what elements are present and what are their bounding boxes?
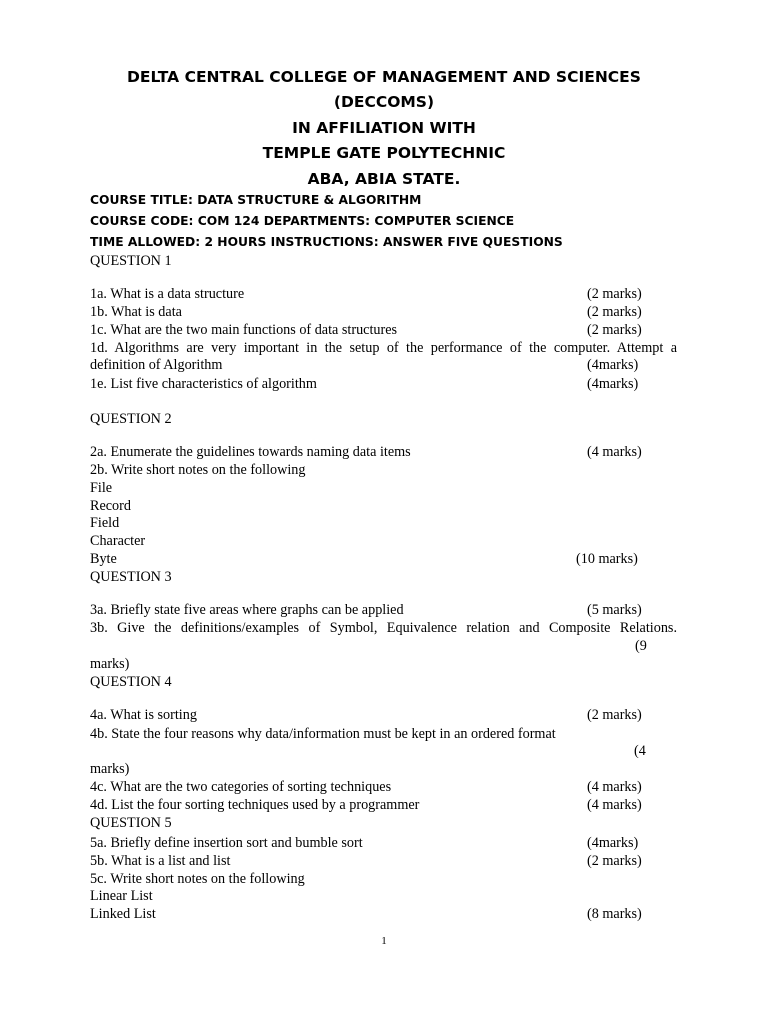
question-1a-marks: (2 marks): [587, 286, 642, 302]
question-2b-item: Record: [90, 498, 131, 514]
question-4d: 4d. List the four sorting techniques used by a programmer: [90, 797, 420, 813]
question-4-heading: QUESTION 4: [90, 674, 172, 690]
question-2a: 2a. Enumerate the guidelines towards naming data items: [90, 444, 411, 460]
question-4b-marks-open: (4: [634, 743, 646, 759]
time-allowed: TIME ALLOWED: 2 HOURS INSTRUCTIONS: ANSWER FIVE QUESTIONS: [90, 235, 563, 249]
affiliation-line: IN AFFILIATION WITH: [292, 119, 476, 137]
question-1e-marks: (4marks): [587, 376, 639, 392]
question-5b: 5b. What is a list and list: [90, 853, 231, 869]
question-5c-marks: (8 marks): [587, 906, 642, 922]
page-number: 1: [381, 935, 387, 947]
question-4c-marks: (4 marks): [587, 779, 642, 795]
question-1d-line-1: 1d. Algorithms are very important in the setup of the performance of the computer. Attempt a: [90, 340, 677, 356]
college-abbreviation: (DECCOMS): [333, 93, 435, 111]
question-3a-marks: (5 marks): [587, 602, 642, 618]
question-1e: 1e. List five characteristics of algorithm: [90, 376, 317, 392]
question-3-heading: QUESTION 3: [90, 569, 172, 585]
question-1d-line-2: definition of Algorithm: [90, 357, 223, 373]
question-2b-item: Character: [90, 533, 146, 549]
question-4b: 4b. State the four reasons why data/information must be kept in an ordered format: [90, 726, 556, 742]
question-3b: 3b. Give the definitions/examples of Symbol, Equivalence relation and Composite Relations.: [90, 620, 677, 636]
polytechnic-name: TEMPLE GATE POLYTECHNIC: [262, 144, 506, 162]
question-1b: 1b. What is data: [90, 304, 182, 320]
question-5a: 5a. Briefly define insertion sort and bumble sort: [90, 835, 363, 851]
question-2b-item: Byte: [90, 551, 117, 567]
question-3b-marks-open: (9: [635, 638, 647, 654]
question-2b: 2b. Write short notes on the following: [90, 462, 306, 478]
question-5c-item: Linked List: [90, 906, 156, 922]
question-2-heading: QUESTION 2: [90, 411, 172, 427]
question-5c-item: Linear List: [90, 888, 153, 904]
question-4b-marks-close: marks): [90, 761, 130, 777]
question-2b-item: File: [90, 480, 113, 496]
question-5b-marks: (2 marks): [587, 853, 642, 869]
question-5c: 5c. Write short notes on the following: [90, 871, 305, 887]
question-2b-item: Field: [90, 515, 120, 531]
question-5a-marks: (4marks): [587, 835, 639, 851]
question-4c: 4c. What are the two categories of sorting techniques: [90, 779, 392, 795]
question-4a-marks: (2 marks): [587, 707, 642, 723]
question-1c: 1c. What are the two main functions of data structures: [90, 322, 398, 338]
location-line: ABA, ABIA STATE.: [307, 170, 461, 188]
question-4d-marks: (4 marks): [587, 797, 642, 813]
question-1-heading: QUESTION 1: [90, 253, 172, 269]
question-3b-marks-close: marks): [90, 656, 130, 672]
course-code: COURSE CODE: COM 124 DEPARTMENTS: COMPUTER SCIENCE: [90, 214, 515, 228]
question-2b-marks: (10 marks): [576, 551, 638, 567]
course-title: COURSE TITLE: DATA STRUCTURE & ALGORITHM: [90, 193, 422, 207]
question-4a: 4a. What is sorting: [90, 707, 197, 723]
question-1a: 1a. What is a data structure: [90, 286, 245, 302]
question-2a-marks: (4 marks): [587, 444, 642, 460]
question-1b-marks: (2 marks): [587, 304, 642, 320]
college-name: DELTA CENTRAL COLLEGE OF MANAGEMENT AND SCIENCES: [127, 68, 641, 86]
question-1c-marks: (2 marks): [587, 322, 642, 338]
question-3a: 3a. Briefly state five areas where graphs can be applied: [90, 602, 404, 618]
question-1d-marks: (4marks): [587, 357, 639, 373]
question-5-heading: QUESTION 5: [90, 815, 172, 831]
